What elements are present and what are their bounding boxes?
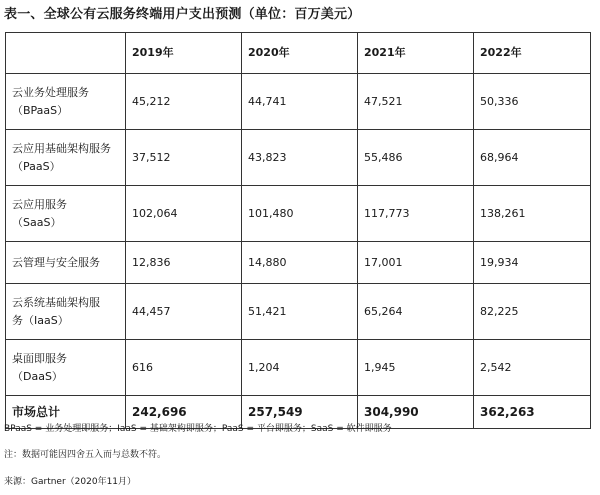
total-value-cell: 304,990 xyxy=(358,396,474,429)
value-cell: 19,934 xyxy=(474,242,591,284)
category-abbr: 务（IaaS） xyxy=(12,313,69,327)
value-cell: 82,225 xyxy=(474,284,591,340)
value-cell: 68,964 xyxy=(474,130,591,186)
abbreviation-note: BPaaS = 业务处理即服务；IaaS = 基础架构即服务；PaaS = 平台即服务；SaaS = 软件即服务 xyxy=(4,424,392,434)
value-cell: 44,741 xyxy=(242,74,358,130)
table-title: 表一、全球公有云服务终端用户支出预测（单位：百万美元） xyxy=(4,7,361,22)
value-cell: 12,836 xyxy=(126,242,242,284)
value-cell: 47,521 xyxy=(358,74,474,130)
value-cell: 45,212 xyxy=(126,74,242,130)
row-label-cell xyxy=(6,130,126,186)
row-label-cell xyxy=(6,284,126,340)
value-cell: 1,945 xyxy=(358,340,474,396)
table-row xyxy=(6,340,591,396)
rounding-note: 注：数据可能因四舍五入而与总数不符。 xyxy=(4,450,167,460)
value-cell: 51,421 xyxy=(242,284,358,340)
total-value-cell: 242,696 xyxy=(126,396,242,429)
value-cell: 138,261 xyxy=(474,186,591,242)
value-cell: 102,064 xyxy=(126,186,242,242)
row-label-cell xyxy=(6,74,126,130)
value-cell: 65,264 xyxy=(358,284,474,340)
header-cell-2022: 2022年 xyxy=(474,33,591,74)
table-row xyxy=(6,284,591,340)
category-name: 云管理与安全服务 xyxy=(12,255,100,269)
header-cell-2019: 2019年 xyxy=(126,33,242,74)
category-name: 云业务处理服务 xyxy=(12,85,89,99)
table-row xyxy=(6,74,591,130)
row-label-cell xyxy=(6,186,126,242)
value-cell: 17,001 xyxy=(358,242,474,284)
total-label: 市场总计 xyxy=(6,396,126,429)
value-cell: 50,336 xyxy=(474,74,591,130)
category-name: 云系统基础架构服 xyxy=(12,295,100,309)
category-name: 云应用基础架构服务 xyxy=(12,141,111,155)
category-name: 桌面即服务 xyxy=(12,351,67,365)
row-label-cell xyxy=(6,340,126,396)
value-cell: 14,880 xyxy=(242,242,358,284)
category-abbr: （PaaS） xyxy=(12,159,61,173)
total-value-cell: 257,549 xyxy=(242,396,358,429)
table-row xyxy=(6,130,591,186)
header-cell-2021: 2021年 xyxy=(358,33,474,74)
value-cell: 117,773 xyxy=(358,186,474,242)
category-name: 云应用服务 xyxy=(12,197,67,211)
category-abbr: （SaaS） xyxy=(12,215,62,229)
value-cell: 2,542 xyxy=(474,340,591,396)
header-cell-2020: 2020年 xyxy=(242,33,358,74)
value-cell: 616 xyxy=(126,340,242,396)
category-abbr: （DaaS） xyxy=(12,369,63,383)
value-cell: 44,457 xyxy=(126,284,242,340)
source-note: 来源：Gartner（2020年11月） xyxy=(4,477,137,487)
value-cell: 1,204 xyxy=(242,340,358,396)
value-cell: 55,486 xyxy=(358,130,474,186)
table-row xyxy=(6,186,591,242)
category-abbr: （BPaaS） xyxy=(12,103,69,117)
row-label-cell xyxy=(6,242,126,284)
spending-forecast-table xyxy=(5,32,591,429)
header-cell xyxy=(6,33,126,74)
table-row xyxy=(6,242,591,284)
total-value-cell: 362,263 xyxy=(474,396,591,429)
value-cell: 43,823 xyxy=(242,130,358,186)
value-cell: 37,512 xyxy=(126,130,242,186)
value-cell: 101,480 xyxy=(242,186,358,242)
table-header-row xyxy=(6,33,591,74)
